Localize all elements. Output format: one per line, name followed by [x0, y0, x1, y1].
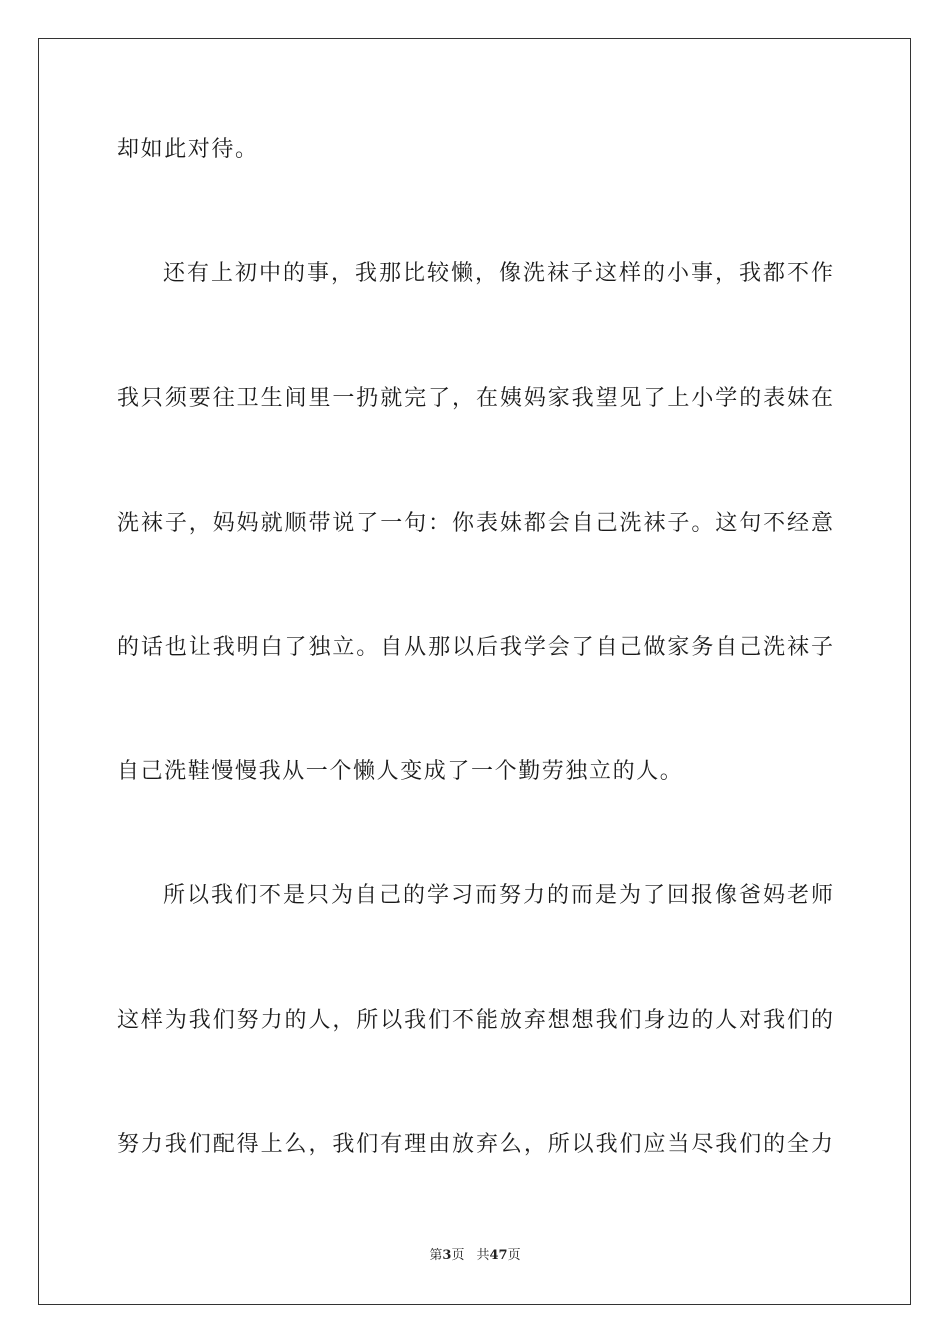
text-line-1: 却如此对待。 — [117, 137, 259, 162]
page-prefix: 第 — [429, 1248, 443, 1263]
text-line-4: 洗袜子，妈妈就顺带说了一句：你表妹都会自己洗袜子。这句不经意 — [117, 511, 833, 536]
text-line-8: 这样为我们努力的人，所以我们不能放弃想想我们身边的人对我们的 — [117, 1008, 833, 1033]
text-line-2: 还有上初中的事，我那比较懒，像洗袜子这样的小事，我都不作 — [163, 261, 833, 286]
page-number: 3 — [442, 1248, 452, 1263]
text-line-7: 所以我们不是只为自己的学习而努力的而是为了回报像爸妈老师 — [163, 883, 833, 908]
total-suffix: 页 — [507, 1248, 521, 1263]
text-line-3: 我只须要往卫生间里一扔就完了，在姨妈家我望见了上小学的表妹在 — [117, 386, 833, 411]
total-prefix: 共 — [476, 1248, 490, 1263]
page-footer — [0, 1247, 950, 1265]
text-line-6: 自己洗鞋慢慢我从一个懒人变成了一个勤劳独立的人。 — [117, 759, 684, 784]
page-border — [38, 38, 911, 1305]
page-suffix: 页 — [451, 1248, 465, 1263]
text-line-5: 的话也让我明白了独立。自从那以后我学会了自己做家务自己洗袜子 — [117, 635, 833, 660]
total-pages: 47 — [489, 1248, 508, 1263]
text-line-9: 努力我们配得上么，我们有理由放弃么，所以我们应当尽我们的全力 — [117, 1132, 833, 1157]
